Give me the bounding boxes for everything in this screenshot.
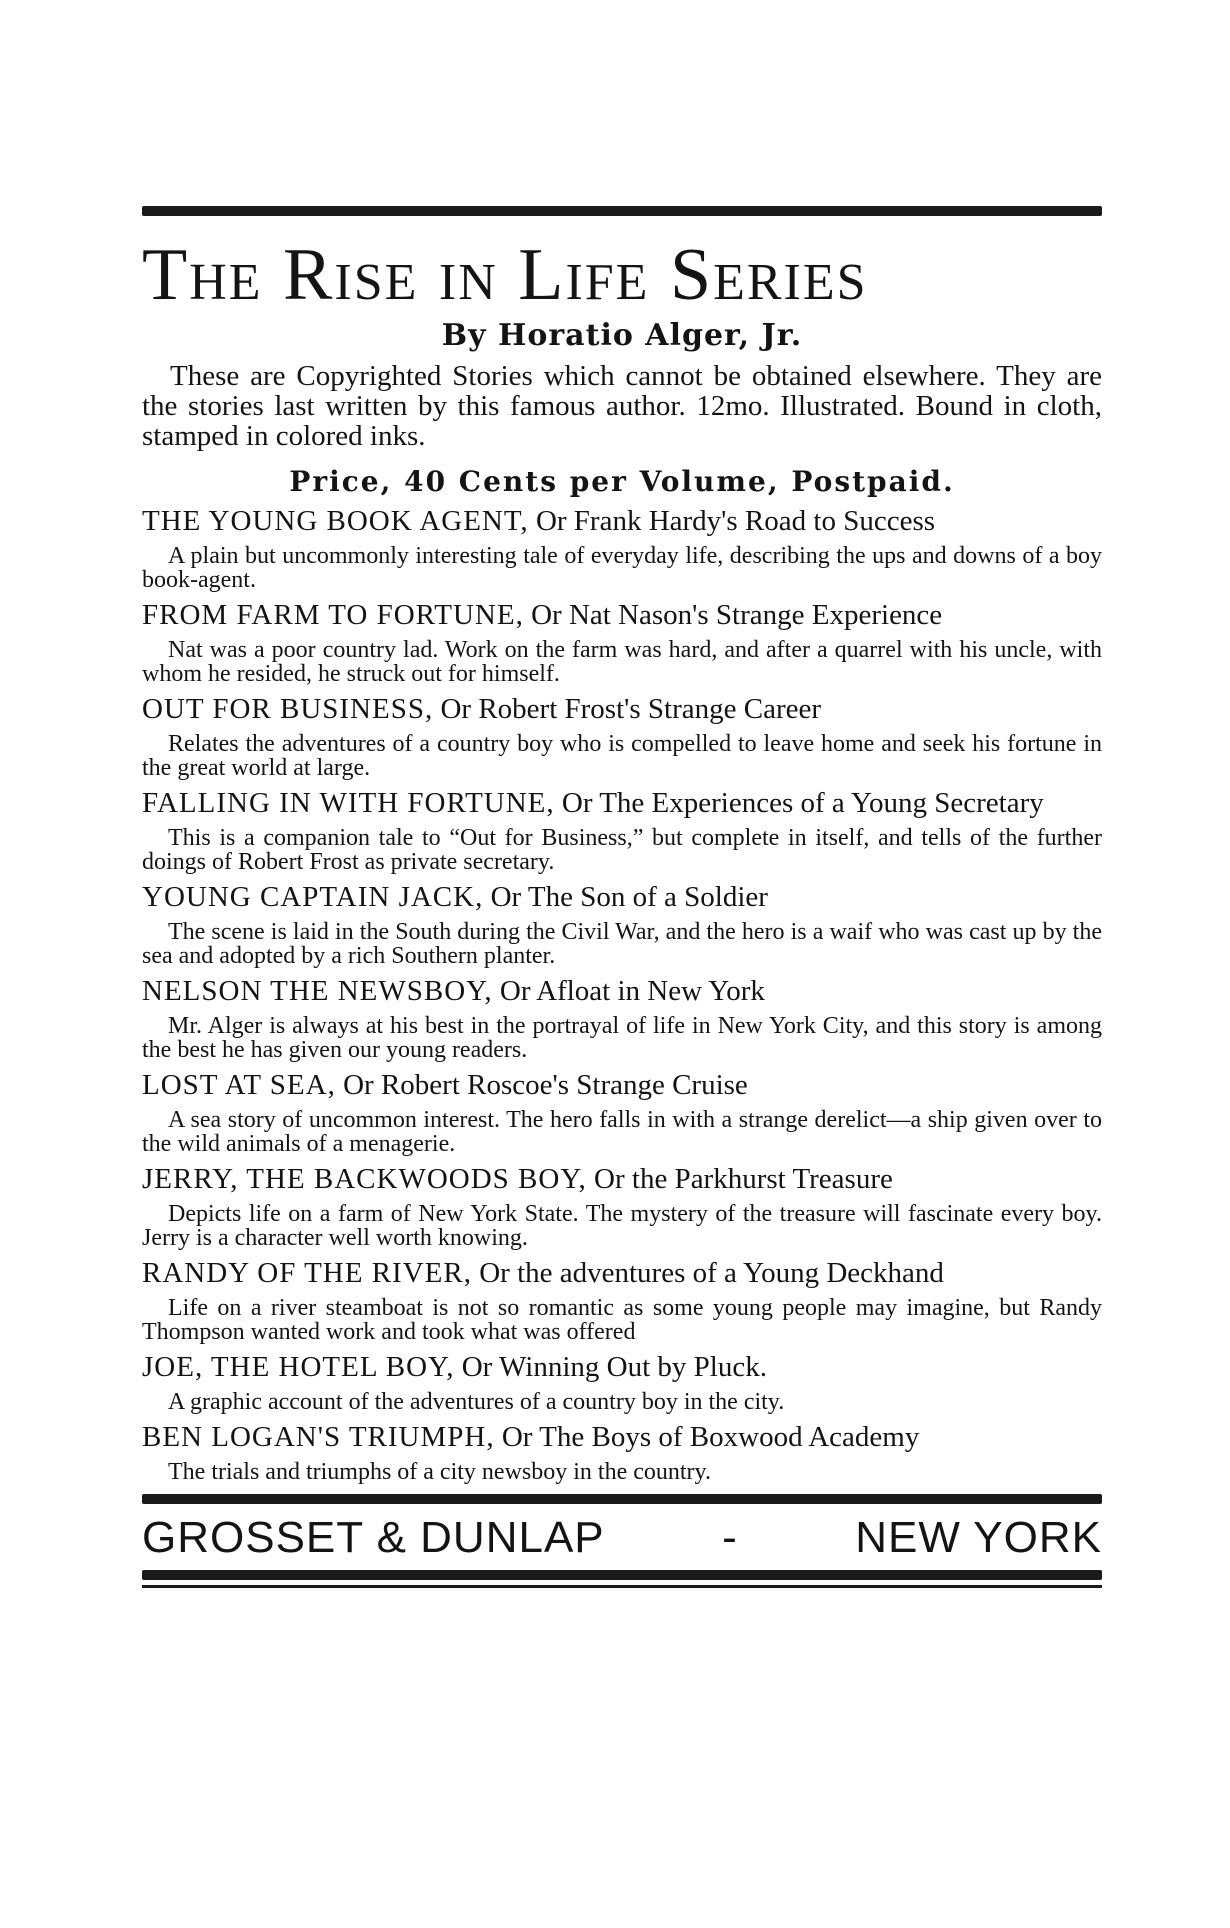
book-entry	[142, 1164, 1102, 1250]
book-title-line	[142, 1258, 1102, 1288]
book-subtitle: Or The Experiences of a Young Secretary	[561, 787, 1044, 819]
advertisement-page	[142, 206, 1102, 1588]
book-description: A graphic account of the adventures of a country boy in the city.	[168, 1389, 785, 1415]
publisher-footer	[142, 1494, 1102, 1588]
book-title: JERRY, THE BACKWOODS BOY,	[142, 1163, 587, 1195]
book-title: FALLING IN WITH FORTUNE,	[142, 787, 555, 819]
book-description: The scene is laid in the South during the Civil War, and the hero is a waif who was cast up by the sea and adopted by a rich Southern planter.	[142, 919, 1102, 969]
book-title: THE YOUNG BOOK AGENT,	[142, 505, 529, 537]
book-title-line	[142, 1164, 1102, 1194]
book-description: Nat was a poor country lad. Work on the farm was hard, and after a quarrel with his uncle, with whom he resided, he struck out for himself.	[142, 637, 1102, 687]
book-entry	[142, 1258, 1102, 1344]
book-entry	[142, 1422, 1102, 1484]
publisher-name: GROSSET & DUNLAP	[142, 1513, 605, 1562]
publisher-line	[142, 1512, 1102, 1564]
book-title-line	[142, 600, 1102, 630]
book-title-line	[142, 882, 1102, 912]
book-title-line	[142, 1352, 1102, 1382]
book-title: OUT FOR BUSINESS,	[142, 693, 434, 725]
book-description: This is a companion tale to “Out for Business,” but complete in itself, and tells of the further doings of Robert Frost as private secretary.	[142, 825, 1102, 875]
book-subtitle: Or Winning Out by Pluck.	[461, 1351, 767, 1383]
book-entry	[142, 788, 1102, 874]
book-title-line	[142, 506, 1102, 536]
book-subtitle: Or The Boys of Boxwood Academy	[501, 1421, 920, 1453]
book-entry	[142, 882, 1102, 968]
author-line: By Horatio Alger, Jr.	[441, 318, 803, 353]
book-title: FROM FARM TO FORTUNE,	[142, 599, 524, 631]
book-description: Relates the adventures of a country boy who is compelled to leave home and seek his fortune in the great world at large.	[142, 731, 1102, 781]
book-description: A sea story of uncommon interest. The hero falls in with a strange derelict—a ship given over to the wild animals of a menagerie.	[142, 1107, 1102, 1157]
footer-thin-rule	[142, 1585, 1102, 1588]
book-entry	[142, 1352, 1102, 1414]
book-title: NELSON THE NEWSBOY,	[142, 975, 493, 1007]
book-title: LOST AT SEA,	[142, 1069, 336, 1101]
book-title: BEN LOGAN'S TRIUMPH,	[142, 1421, 495, 1453]
book-subtitle: Or the Parkhurst Treasure	[594, 1163, 893, 1195]
book-entry	[142, 506, 1102, 592]
publisher-separator: -	[722, 1513, 738, 1562]
top-rule	[142, 206, 1102, 216]
book-subtitle: Or The Son of a Soldier	[490, 881, 768, 913]
book-subtitle: Or Robert Frost's Strange Career	[440, 693, 822, 725]
series-title: The Rise in Life Series	[142, 234, 868, 316]
book-description: Mr. Alger is always at his best in the portrayal of life in New York City, and this story is among the best he has given our young readers.	[142, 1013, 1102, 1063]
publisher-city: NEW YORK	[855, 1513, 1102, 1562]
book-entry	[142, 694, 1102, 780]
book-entry	[142, 976, 1102, 1062]
book-title-line	[142, 1070, 1102, 1100]
book-list	[142, 506, 1102, 1484]
book-title-line	[142, 694, 1102, 724]
book-title-line	[142, 976, 1102, 1006]
book-description: Life on a river steamboat is not so romantic as some young people may imagine, but Randy Thompson wanted work and took what was offered	[142, 1295, 1102, 1345]
book-entry	[142, 600, 1102, 686]
book-subtitle: Or the adventures of a Young Deckhand	[479, 1257, 944, 1289]
book-title-line	[142, 1422, 1102, 1452]
book-subtitle: Or Nat Nason's Strange Experience	[531, 599, 943, 631]
book-subtitle: Or Robert Roscoe's Strange Cruise	[343, 1069, 748, 1101]
book-subtitle: Or Frank Hardy's Road to Success	[535, 505, 936, 537]
book-title: RANDY OF THE RIVER,	[142, 1257, 472, 1289]
book-title: JOE, THE HOTEL BOY,	[142, 1351, 455, 1383]
book-description: The trials and triumphs of a city newsboy in the country.	[168, 1459, 711, 1485]
price-line: Price, 40 Cents per Volume, Postpaid.	[289, 465, 955, 498]
intro-paragraph: These are Copyrighted Stories which cannot be obtained elsewhere. They are the stories last written by this famous author. 12mo. Illustrated. Bound in cloth, stamped in colored inks.	[142, 360, 1102, 452]
footer-bottom-rule	[142, 1570, 1102, 1580]
book-description: Depicts life on a farm of New York State. The mystery of the treasure will fascinate every boy. Jerry is a character well worth knowing.	[142, 1201, 1102, 1251]
book-title: YOUNG CAPTAIN JACK,	[142, 881, 484, 913]
book-subtitle: Or Afloat in New York	[499, 975, 765, 1007]
footer-top-rule	[142, 1494, 1102, 1504]
book-title-line	[142, 788, 1102, 818]
book-description: A plain but uncommonly interesting tale of everyday life, describing the ups and downs of a boy book-agent.	[142, 543, 1102, 593]
book-entry	[142, 1070, 1102, 1156]
